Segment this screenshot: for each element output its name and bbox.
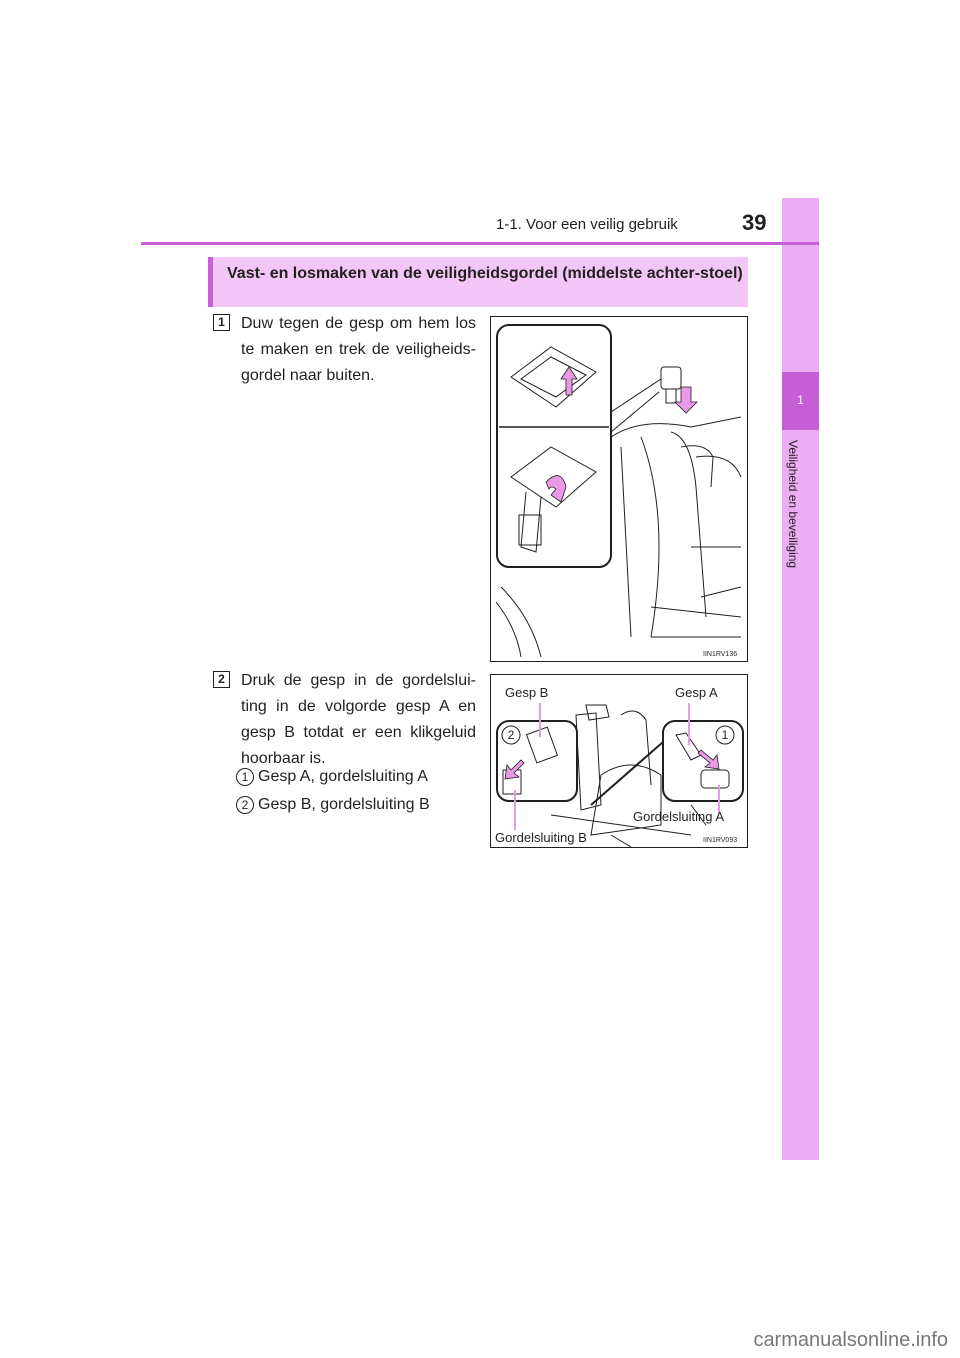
section-header: 1-1. Voor een veilig gebruik bbox=[496, 216, 678, 233]
label-gesp-b: Gesp B bbox=[505, 685, 549, 700]
callout-2: 2 bbox=[507, 728, 515, 742]
sub-item-1-text: Gesp A, gordelsluiting A bbox=[258, 768, 428, 785]
figure-buckle-release bbox=[490, 316, 748, 662]
circled-number-2: 2 bbox=[236, 796, 254, 814]
step-badge-1: 1 bbox=[213, 314, 230, 331]
chapter-side-tab bbox=[782, 198, 819, 1160]
label-gordelsluiting-b: Gordelsluiting B bbox=[495, 830, 587, 845]
label-gordelsluiting-a: Gordelsluiting A bbox=[633, 809, 725, 824]
circled-number-1: 1 bbox=[236, 768, 254, 786]
step-1-text: Duw tegen de gesp om hem los te maken en trek de veiligheids-gordel naar buiten. bbox=[241, 315, 476, 384]
label-gesp-a: Gesp A bbox=[675, 685, 718, 700]
watermark: carmanualsonline.info bbox=[753, 1329, 948, 1351]
topic-title: Vast- en losmaken van de veiligheidsgordel (middelste achter-stoel) bbox=[227, 265, 743, 282]
step-badge-2: 2 bbox=[213, 671, 230, 688]
figure-code: IIN1RV093 bbox=[703, 837, 738, 844]
figure-code: IIN1RV136 bbox=[703, 651, 738, 658]
topic-box bbox=[208, 257, 748, 307]
callout-1: 1 bbox=[721, 728, 729, 742]
chapter-label: Veiligheid en beveiliging bbox=[786, 440, 800, 569]
buckle-release-illustration bbox=[491, 317, 747, 661]
figure-buckle-sequence bbox=[490, 674, 748, 848]
chapter-number: 1 bbox=[782, 372, 819, 430]
step-2-text: Druk de gesp in de gordelslui-ting in de volgorde gesp A en gesp B totdat er een klikgeluid hoorbaar is. bbox=[241, 672, 476, 767]
header-rule bbox=[141, 242, 819, 245]
page-number: 39 bbox=[742, 210, 767, 235]
sub-item-2-text: Gesp B, gordelsluiting B bbox=[258, 796, 430, 813]
